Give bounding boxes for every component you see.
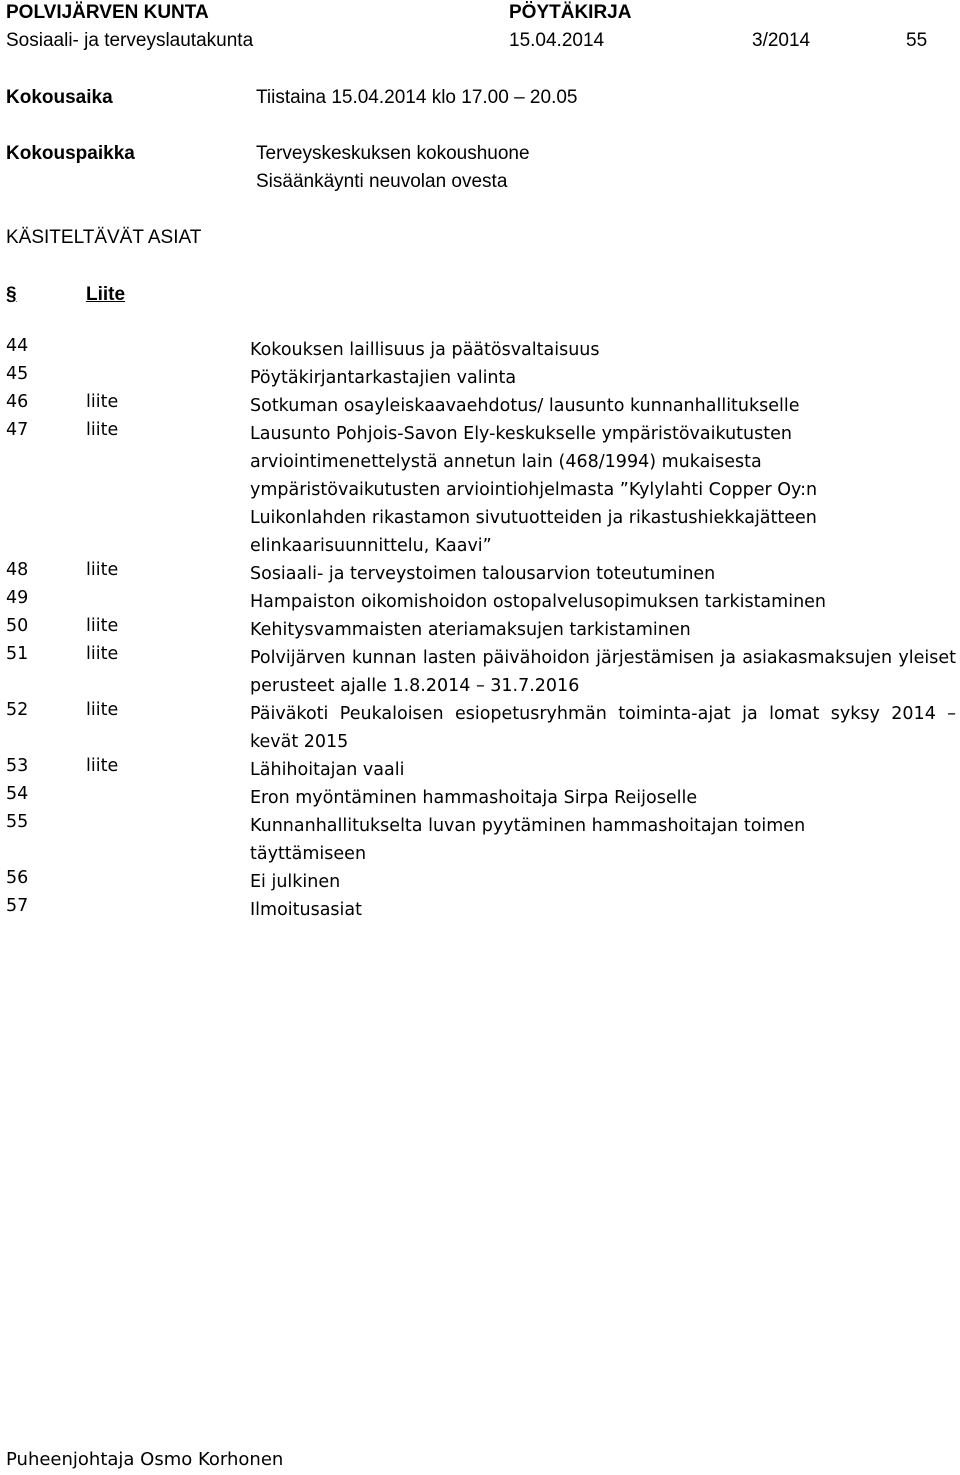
document-type: PÖYTÄKIRJA: [509, 2, 632, 23]
agenda-number: 50: [6, 616, 29, 636]
municipality-name: POLVIJÄRVEN KUNTA: [6, 2, 209, 23]
committee-name: Sosiaali- ja terveyslautakunta: [6, 30, 254, 51]
meeting-place-line1: Terveyskeskuksen kokoushuone: [256, 143, 530, 164]
agenda-number: 55: [6, 812, 29, 832]
section-title: KÄSITELTÄVÄT ASIAT: [6, 227, 202, 248]
attachment-column-header: Liite: [86, 284, 126, 305]
meeting-number: 3/2014: [752, 30, 811, 51]
agenda-title: Kokouksen laillisuus ja päätösvaltaisuus: [250, 340, 600, 360]
agenda-title: Sosiaali- ja terveystoimen talousarvion toteutuminen: [250, 564, 716, 584]
agenda-number: 45: [6, 364, 29, 384]
agenda-number: 53: [6, 756, 29, 776]
agenda-attachment: liite: [86, 560, 119, 580]
agenda-title: Kunnanhallitukselta luvan pyytäminen hammashoitajan toimen täyttämiseen: [250, 816, 806, 864]
agenda-title: Pöytäkirjantarkastajien valinta: [250, 368, 517, 388]
agenda-title: Eron myöntäminen hammashoitaja Sirpa Reijoselle: [250, 788, 698, 808]
agenda-number: 48: [6, 560, 29, 580]
agenda-title: Lausunto Pohjois-Savon Ely-keskukselle ympäristövaikutusten arviointimenettelystä annetun lain (468/1994) mukaisesta ympäristövaikutusten arviointiohjelmasta ”Kylylahti Copper Oy:n Luikonlahden rikastamon sivutuotteiden ja rikastushiekkajätteen elinkaarisuunnittelu, Kaavi”: [250, 424, 818, 556]
meeting-time-value: Tiistaina 15.04.2014 klo 17.00 – 20.05: [256, 87, 578, 108]
meeting-place-label: Kokouspaikka: [6, 143, 135, 164]
meeting-date: 15.04.2014: [509, 30, 605, 51]
agenda-attachment: liite: [86, 756, 119, 776]
meeting-place-line2: Sisäänkäynti neuvolan ovesta: [256, 171, 508, 192]
agenda-number: 54: [6, 784, 29, 804]
agenda-attachment: liite: [86, 700, 119, 720]
section-column-header: §: [6, 284, 17, 305]
agenda-number: 47: [6, 420, 29, 440]
agenda-attachment: liite: [86, 616, 119, 636]
agenda-title: Päiväkoti Peukaloisen esiopetusryhmän toiminta-ajat ja lomat syksy 2014 – kevät 2015: [250, 704, 956, 752]
agenda-attachment: liite: [86, 420, 119, 440]
agenda-number: 49: [6, 588, 29, 608]
agenda-title: Sotkuman osayleiskaavaehdotus/ lausunto kunnanhallitukselle: [250, 396, 800, 416]
agenda-number: 56: [6, 868, 29, 888]
agenda-title: Ilmoitusasiat: [250, 900, 362, 920]
agenda-title: Kehitysvammaisten ateriamaksujen tarkistaminen: [250, 620, 691, 640]
agenda-title: Polvijärven kunnan lasten päivähoidon järjestämisen ja asiakasmaksujen yleiset perusteet ajalle 1.8.2014 – 31.7.2016: [250, 648, 956, 696]
agenda-title: Ei julkinen: [250, 872, 341, 892]
meeting-time-label: Kokousaika: [6, 87, 113, 108]
agenda-number: 52: [6, 700, 29, 720]
agenda-number: 57: [6, 896, 29, 916]
agenda-attachment: liite: [86, 644, 119, 664]
chairperson-signature-line: Puheenjohtaja Osmo Korhonen: [6, 1449, 284, 1470]
agenda-number: 51: [6, 644, 29, 664]
agenda-title: Hampaiston oikomishoidon ostopalvelusopimuksen tarkistaminen: [250, 592, 827, 612]
agenda-number: 44: [6, 336, 29, 356]
agenda-number: 46: [6, 392, 29, 412]
page-number: 55: [906, 30, 928, 51]
agenda-attachment: liite: [86, 392, 119, 412]
agenda-title: Lähihoitajan vaali: [250, 760, 405, 780]
